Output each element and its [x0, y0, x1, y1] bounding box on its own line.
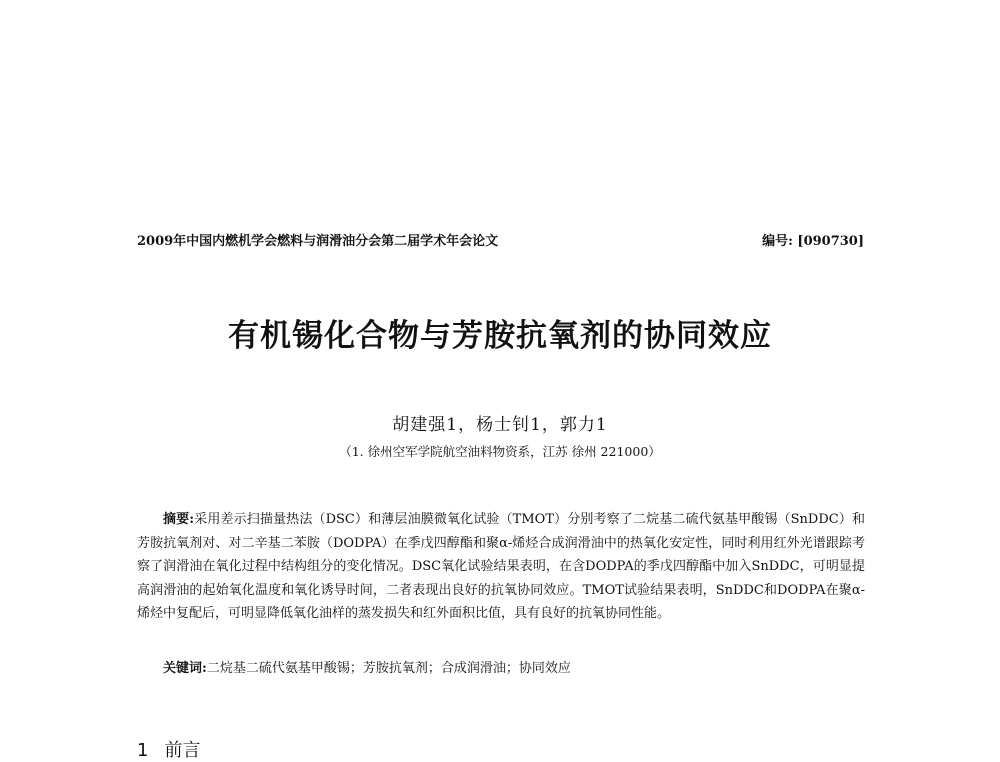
author-affiliation: （1. 徐州空军学院航空油料物资系，江苏 徐州 221000） [339, 444, 661, 459]
paper-number: 编号: [090730] [762, 234, 864, 249]
section-number: 1 [137, 740, 149, 761]
keywords-label: 关键词: [163, 661, 207, 676]
section-title: 前言 [164, 740, 201, 761]
conference-header: 2009年中国内燃机学会燃料与润滑油分会第二届学术年会论文 [137, 234, 499, 249]
paper-title: 有机锡化合物与芳胺抗氧剂的协同效应 [228, 318, 772, 354]
abstract-text: 采用差示扫描量热法（DSC）和薄层油膜微氧化试验（TMOT）分别考察了二烷基二硫代氨基甲酸锡（SnDDC）和芳胺抗氧剂对、对二辛基二苯胺（DODPA）在季戊四醇酯和聚α-烯烃合成润滑油中的热氧化安定性，同时利用红外光谱跟踪考察了润滑油在氧化过程中结构组分的变化情况。DSC氧化试验结果表明，在含DODPA的季戊四醇酯中加入SnDDC，可明显提高润滑油的起始氧化温度和氧化诱导时间，二者表现出良好的抗氧协同效应。TMOT试验结果表明，SnDDC和DODPA在聚α-烯烃中复配后，可明显降低氧化油样的蒸发损失和红外面积比值，具有良好的抗氧协同性能。 [137, 512, 865, 621]
abstract-label: 摘要: [163, 512, 195, 527]
author-list: 胡建强1，杨士钊1，郭力1 [392, 415, 608, 435]
keywords-line [163, 657, 571, 676]
abstract-paragraph [137, 508, 865, 626]
section-heading [137, 736, 200, 762]
keywords-text: 二烷基二硫代氨基甲酸锡；芳胺抗氧剂；合成润滑油；协同效应 [206, 661, 571, 676]
